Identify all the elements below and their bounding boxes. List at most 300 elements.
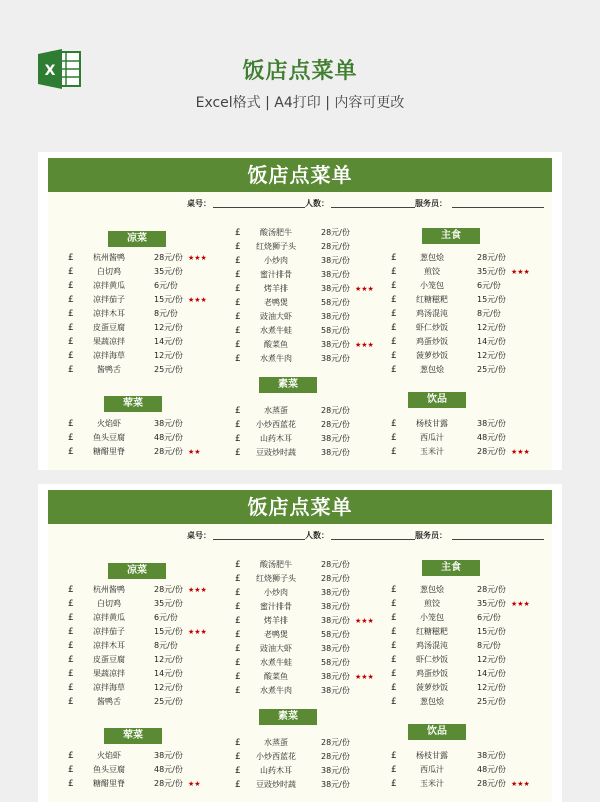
menu-item <box>391 349 551 363</box>
currency-symbol: £ <box>235 780 241 790</box>
menu-title: 饭店点菜单 <box>48 158 552 192</box>
menu-item <box>68 293 228 307</box>
menu-item <box>235 310 395 324</box>
people-count-field <box>331 539 415 540</box>
item-name: 鱼头豆腐 <box>93 765 125 774</box>
item-name: 果蔬凉拌 <box>93 669 125 678</box>
menu-item <box>391 583 551 597</box>
currency-symbol: £ <box>235 420 241 430</box>
currency-symbol: £ <box>68 585 74 595</box>
menu-item <box>391 653 551 667</box>
item-name: 小笼包 <box>420 281 444 290</box>
item-name: 山药木耳 <box>260 434 292 443</box>
currency-symbol: £ <box>235 326 241 336</box>
currency-symbol: £ <box>68 697 74 707</box>
rating-stars: ★★★ <box>355 673 374 681</box>
page-title: 饭店点菜单 <box>242 59 358 84</box>
item-price: 28元/份 <box>477 585 506 594</box>
currency-symbol: £ <box>68 337 74 347</box>
menu-item <box>235 778 395 792</box>
menu-item <box>391 695 551 709</box>
menu-item <box>235 352 395 366</box>
category-header: 素菜 <box>259 709 317 725</box>
menu-item <box>235 614 395 628</box>
currency-symbol: £ <box>68 765 74 775</box>
item-price: 6元/份 <box>477 281 501 290</box>
category-header: 饮品 <box>408 724 466 740</box>
currency-symbol: £ <box>235 270 241 280</box>
item-name: 西瓜汁 <box>420 765 444 774</box>
item-price: 38元/份 <box>321 780 350 789</box>
currency-symbol: £ <box>68 253 74 263</box>
item-price: 25元/份 <box>154 365 183 374</box>
menu-item <box>235 432 395 446</box>
table-number-label: 桌号： <box>187 199 211 208</box>
item-name: 蜜汁排骨 <box>260 270 292 279</box>
people-count-label: 人数： <box>305 199 329 208</box>
menu-item <box>391 307 551 321</box>
item-name: 小炒肉 <box>264 588 288 597</box>
item-price: 38元/份 <box>321 602 350 611</box>
item-name: 葱包烩 <box>420 253 444 262</box>
item-price: 58元/份 <box>321 298 350 307</box>
menu-item <box>235 338 395 352</box>
item-name: 烤羊排 <box>264 616 288 625</box>
menu-item <box>68 431 228 445</box>
menu-item <box>391 763 551 777</box>
menu-item <box>391 417 551 431</box>
item-name: 菠萝炒饭 <box>416 683 448 692</box>
item-price: 8元/份 <box>477 309 501 318</box>
item-price: 12元/份 <box>154 655 183 664</box>
currency-symbol: £ <box>68 351 74 361</box>
waiter-label: 服务员： <box>415 199 447 208</box>
currency-symbol: £ <box>68 669 74 679</box>
rating-stars: ★★★ <box>188 296 207 304</box>
item-price: 35元/份 <box>477 267 506 276</box>
item-name: 葱包烩 <box>420 697 444 706</box>
page-subtitle: Excel格式 | A4打印 | 内容可更改 <box>195 95 405 111</box>
item-name: 水煮牛蛙 <box>260 326 292 335</box>
table-number-field <box>213 539 305 540</box>
page-header <box>0 0 600 135</box>
currency-symbol: £ <box>68 683 74 693</box>
menu-item <box>391 597 551 611</box>
item-price: 12元/份 <box>477 655 506 664</box>
currency-symbol: £ <box>235 340 241 350</box>
currency-symbol: £ <box>391 419 397 429</box>
menu-item <box>235 736 395 750</box>
item-price: 28元/份 <box>154 585 183 594</box>
item-price: 48元/份 <box>154 433 183 442</box>
item-name: 水煮牛蛙 <box>260 658 292 667</box>
item-name: 煎饺 <box>424 267 440 276</box>
item-price: 8元/份 <box>477 641 501 650</box>
menu-item <box>235 642 395 656</box>
item-price: 38元/份 <box>154 419 183 428</box>
item-price: 35元/份 <box>477 599 506 608</box>
item-price: 28元/份 <box>477 779 506 788</box>
item-name: 西瓜汁 <box>420 433 444 442</box>
menu-item <box>235 628 395 642</box>
item-name: 凉拌黄瓜 <box>93 281 125 290</box>
item-price: 28元/份 <box>321 406 350 415</box>
item-name: 果蔬凉拌 <box>93 337 125 346</box>
rating-stars: ★★★ <box>511 448 530 456</box>
item-price: 28元/份 <box>321 242 350 251</box>
menu-title: 饭店点菜单 <box>48 490 552 524</box>
item-price: 14元/份 <box>477 337 506 346</box>
currency-symbol: £ <box>68 655 74 665</box>
item-price: 14元/份 <box>154 669 183 678</box>
item-name: 凉拌木耳 <box>93 309 125 318</box>
item-price: 28元/份 <box>154 779 183 788</box>
menu-item <box>391 265 551 279</box>
item-price: 28元/份 <box>321 574 350 583</box>
currency-symbol: £ <box>391 779 397 789</box>
currency-symbol: £ <box>235 658 241 668</box>
currency-symbol: £ <box>391 641 397 651</box>
currency-symbol: £ <box>391 669 397 679</box>
item-name: 鸡蛋炒饭 <box>416 669 448 678</box>
currency-symbol: £ <box>68 751 74 761</box>
menu-item <box>235 254 395 268</box>
menu-item <box>68 681 228 695</box>
item-name: 皮蛋豆腐 <box>93 323 125 332</box>
currency-symbol: £ <box>391 627 397 637</box>
item-name: 水煮牛肉 <box>260 686 292 695</box>
menu-item <box>235 750 395 764</box>
item-name: 鸡汤混沌 <box>416 641 448 650</box>
menu-item <box>68 307 228 321</box>
item-price: 38元/份 <box>321 284 350 293</box>
item-price: 15元/份 <box>477 295 506 304</box>
item-price: 28元/份 <box>154 253 183 262</box>
item-price: 25元/份 <box>477 365 506 374</box>
menu-sheet <box>48 490 552 802</box>
currency-symbol: £ <box>68 627 74 637</box>
menu-item <box>235 296 395 310</box>
category-header: 主食 <box>422 560 480 576</box>
item-name: 蜜汁排骨 <box>260 602 292 611</box>
item-price: 28元/份 <box>321 560 350 569</box>
currency-symbol: £ <box>68 779 74 789</box>
item-name: 酸菜鱼 <box>264 672 288 681</box>
item-price: 48元/份 <box>154 765 183 774</box>
item-name: 玉米汁 <box>420 779 444 788</box>
item-price: 38元/份 <box>321 766 350 775</box>
currency-symbol: £ <box>391 683 397 693</box>
item-price: 25元/份 <box>154 697 183 706</box>
currency-symbol: £ <box>235 602 241 612</box>
menu-item <box>391 749 551 763</box>
currency-symbol: £ <box>235 284 241 294</box>
item-price: 38元/份 <box>154 751 183 760</box>
item-name: 老鸭煲 <box>264 630 288 639</box>
item-price: 15元/份 <box>154 627 183 636</box>
currency-symbol: £ <box>391 613 397 623</box>
menu-item <box>68 597 228 611</box>
item-name: 小笼包 <box>420 613 444 622</box>
item-price: 38元/份 <box>321 434 350 443</box>
item-price: 12元/份 <box>477 323 506 332</box>
item-price: 38元/份 <box>321 270 350 279</box>
menu-item <box>391 681 551 695</box>
menu-item <box>68 667 228 681</box>
menu-item <box>391 777 551 791</box>
item-name: 鸡蛋炒饭 <box>416 337 448 346</box>
people-count-label: 人数： <box>305 531 329 540</box>
menu-item <box>391 293 551 307</box>
currency-symbol: £ <box>68 365 74 375</box>
rating-stars: ★★ <box>188 780 201 788</box>
item-name: 老鸭煲 <box>264 298 288 307</box>
item-name: 煎饺 <box>424 599 440 608</box>
menu-item <box>391 431 551 445</box>
item-name: 豉油大虾 <box>260 644 292 653</box>
currency-symbol: £ <box>235 630 241 640</box>
menu-item <box>68 251 228 265</box>
currency-symbol: £ <box>68 613 74 623</box>
item-name: 鸡汤混沌 <box>416 309 448 318</box>
item-name: 酸汤肥牛 <box>260 228 292 237</box>
menu-item <box>235 240 395 254</box>
menu-item <box>68 777 228 791</box>
rating-stars: ★★★ <box>355 617 374 625</box>
item-name: 杭州酱鸭 <box>93 585 125 594</box>
menu-item <box>68 279 228 293</box>
item-price: 48元/份 <box>477 433 506 442</box>
svg-text:X: X <box>44 63 56 79</box>
currency-symbol: £ <box>235 448 241 458</box>
currency-symbol: £ <box>391 337 397 347</box>
item-name: 凉拌黄瓜 <box>93 613 125 622</box>
item-name: 豆豉炒时蔬 <box>256 780 296 789</box>
currency-symbol: £ <box>68 433 74 443</box>
item-name: 虾仁炒饭 <box>416 323 448 332</box>
currency-symbol: £ <box>235 560 241 570</box>
item-name: 火焰虾 <box>97 751 121 760</box>
rating-stars: ★★★ <box>511 780 530 788</box>
currency-symbol: £ <box>235 434 241 444</box>
item-name: 凉拌茄子 <box>93 627 125 636</box>
item-price: 28元/份 <box>477 253 506 262</box>
item-name: 山药木耳 <box>260 766 292 775</box>
item-price: 28元/份 <box>477 447 506 456</box>
currency-symbol: £ <box>68 309 74 319</box>
item-price: 12元/份 <box>154 351 183 360</box>
currency-symbol: £ <box>391 655 397 665</box>
category-header: 凉菜 <box>108 563 166 579</box>
currency-symbol: £ <box>391 267 397 277</box>
item-price: 38元/份 <box>321 644 350 653</box>
category-header: 主食 <box>422 228 480 244</box>
currency-symbol: £ <box>391 585 397 595</box>
currency-symbol: £ <box>235 738 241 748</box>
menu-item <box>68 583 228 597</box>
item-name: 凉拌海草 <box>93 683 125 692</box>
item-price: 38元/份 <box>321 686 350 695</box>
item-price: 35元/份 <box>154 267 183 276</box>
table-number-label: 桌号： <box>187 531 211 540</box>
menu-item <box>68 265 228 279</box>
item-price: 28元/份 <box>321 228 350 237</box>
item-price: 28元/份 <box>321 420 350 429</box>
currency-symbol: £ <box>391 295 397 305</box>
item-name: 酸汤肥牛 <box>260 560 292 569</box>
item-price: 35元/份 <box>154 599 183 608</box>
item-price: 38元/份 <box>321 616 350 625</box>
item-name: 红烧狮子头 <box>256 242 296 251</box>
menu-item <box>235 268 395 282</box>
menu-item <box>235 446 395 460</box>
item-name: 白切鸡 <box>97 599 121 608</box>
currency-symbol: £ <box>235 406 241 416</box>
item-price: 38元/份 <box>477 751 506 760</box>
item-price: 38元/份 <box>321 256 350 265</box>
item-price: 6元/份 <box>154 281 178 290</box>
menu-item <box>68 625 228 639</box>
menu-item <box>68 335 228 349</box>
menu-item <box>68 321 228 335</box>
item-price: 15元/份 <box>477 627 506 636</box>
rating-stars: ★★★ <box>355 285 374 293</box>
item-name: 红糖糍粑 <box>416 295 448 304</box>
currency-symbol: £ <box>235 766 241 776</box>
menu-item <box>235 684 395 698</box>
menu-item <box>68 445 228 459</box>
item-price: 38元/份 <box>321 312 350 321</box>
menu-sheet <box>48 158 552 470</box>
item-price: 38元/份 <box>321 340 350 349</box>
item-name: 凉拌海草 <box>93 351 125 360</box>
item-price: 25元/份 <box>477 697 506 706</box>
menu-item <box>391 611 551 625</box>
currency-symbol: £ <box>235 298 241 308</box>
currency-symbol: £ <box>391 351 397 361</box>
menu-item <box>235 558 395 572</box>
currency-symbol: £ <box>235 672 241 682</box>
item-name: 小炒西蓝花 <box>256 752 296 761</box>
menu-item <box>391 639 551 653</box>
item-price: 28元/份 <box>321 738 350 747</box>
item-name: 水蒸蛋 <box>264 738 288 747</box>
currency-symbol: £ <box>235 242 241 252</box>
currency-symbol: £ <box>235 616 241 626</box>
item-name: 糖醋里脊 <box>93 779 125 788</box>
currency-symbol: £ <box>235 574 241 584</box>
currency-symbol: £ <box>235 752 241 762</box>
rating-stars: ★★★ <box>188 586 207 594</box>
menu-item <box>235 226 395 240</box>
item-name: 白切鸡 <box>97 267 121 276</box>
menu-item <box>235 764 395 778</box>
item-name: 虾仁炒饭 <box>416 655 448 664</box>
currency-symbol: £ <box>235 686 241 696</box>
menu-item <box>235 670 395 684</box>
item-name: 水煮牛肉 <box>260 354 292 363</box>
item-name: 酸菜鱼 <box>264 340 288 349</box>
item-price: 58元/份 <box>321 658 350 667</box>
menu-item <box>391 335 551 349</box>
rating-stars: ★★ <box>188 448 201 456</box>
menu-item <box>235 656 395 670</box>
currency-symbol: £ <box>235 354 241 364</box>
item-price: 12元/份 <box>477 351 506 360</box>
item-name: 小炒肉 <box>264 256 288 265</box>
menu-preview-1 <box>38 152 562 470</box>
waiter-field <box>452 539 544 540</box>
item-name: 玉米汁 <box>420 447 444 456</box>
menu-item <box>235 586 395 600</box>
item-name: 杨枝甘露 <box>416 419 448 428</box>
menu-item <box>68 349 228 363</box>
currency-symbol: £ <box>68 295 74 305</box>
item-name: 小炒西蓝花 <box>256 420 296 429</box>
currency-symbol: £ <box>391 697 397 707</box>
currency-symbol: £ <box>391 309 397 319</box>
menu-item <box>68 653 228 667</box>
item-name: 凉拌木耳 <box>93 641 125 650</box>
waiter-label: 服务员： <box>415 531 447 540</box>
menu-item <box>235 324 395 338</box>
item-name: 凉拌茄子 <box>93 295 125 304</box>
currency-symbol: £ <box>391 281 397 291</box>
menu-item <box>68 749 228 763</box>
rating-stars: ★★★ <box>355 341 374 349</box>
item-name: 杨枝甘露 <box>416 751 448 760</box>
currency-symbol: £ <box>391 365 397 375</box>
category-header: 饮品 <box>408 392 466 408</box>
currency-symbol: £ <box>68 599 74 609</box>
currency-symbol: £ <box>235 644 241 654</box>
currency-symbol: £ <box>68 419 74 429</box>
category-header: 凉菜 <box>108 231 166 247</box>
currency-symbol: £ <box>235 588 241 598</box>
menu-item <box>235 572 395 586</box>
item-price: 12元/份 <box>154 323 183 332</box>
currency-symbol: £ <box>391 447 397 457</box>
item-price: 14元/份 <box>154 337 183 346</box>
menu-item <box>391 625 551 639</box>
category-header: 荤菜 <box>104 728 162 744</box>
currency-symbol: £ <box>68 447 74 457</box>
currency-symbol: £ <box>391 433 397 443</box>
item-price: 6元/份 <box>477 613 501 622</box>
menu-preview-2 <box>38 484 562 802</box>
menu-item <box>68 611 228 625</box>
rating-stars: ★★★ <box>511 600 530 608</box>
item-name: 水蒸蛋 <box>264 406 288 415</box>
menu-item <box>391 363 551 377</box>
item-price: 38元/份 <box>321 672 350 681</box>
currency-symbol: £ <box>391 599 397 609</box>
item-price: 38元/份 <box>477 419 506 428</box>
item-price: 38元/份 <box>321 588 350 597</box>
item-price: 15元/份 <box>154 295 183 304</box>
currency-symbol: £ <box>68 323 74 333</box>
menu-item <box>68 639 228 653</box>
menu-item <box>68 363 228 377</box>
item-name: 红糖糍粑 <box>416 627 448 636</box>
currency-symbol: £ <box>391 765 397 775</box>
table-number-field <box>213 207 305 208</box>
currency-symbol: £ <box>391 323 397 333</box>
item-name: 豆豉炒时蔬 <box>256 448 296 457</box>
item-price: 8元/份 <box>154 309 178 318</box>
item-price: 58元/份 <box>321 326 350 335</box>
item-price: 28元/份 <box>154 447 183 456</box>
